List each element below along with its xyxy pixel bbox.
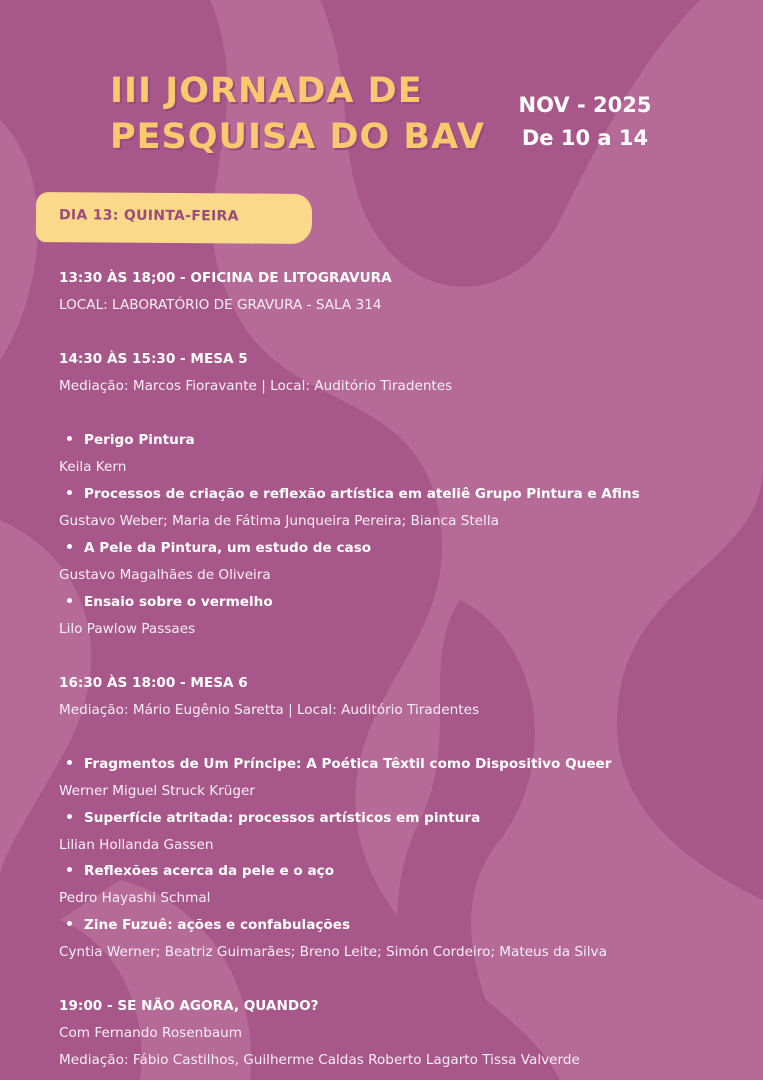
talk-authors: Lilian Hollanda Gassen <box>59 837 214 853</box>
event-title-line-1: III JORNADA DE <box>110 71 423 111</box>
talk-title: A Pele da Pintura, um estudo de caso <box>67 539 371 557</box>
session-moderation: Mediação: Marcos Fioravante | Local: Auditório Tiradentes <box>59 378 453 394</box>
event-title <box>110 68 510 160</box>
session-location: LOCAL: LABORATÓRIO DE GRAVURA - SALA 314 <box>59 297 382 313</box>
bullet-icon <box>67 544 72 549</box>
talk-authors: Keila Kern <box>59 459 127 475</box>
talk-title: Fragmentos de Um Príncipe: A Poética Têxtil como Dispositivo Queer <box>67 755 611 773</box>
bullet-icon <box>67 760 72 765</box>
event-month: NOV - 2025 <box>518 93 652 117</box>
event-title-line-2: PESQUISA DO BAV <box>110 117 485 157</box>
session-heading: 14:30 ÀS 15:30 - MESA 5 <box>59 351 248 367</box>
talk-title: Ensaio sobre o vermelho <box>67 593 273 611</box>
day-label: DIA 13: QUINTA-FEIRA <box>58 207 239 225</box>
talk-title: Perigo Pintura <box>67 431 195 449</box>
bullet-icon <box>67 921 72 926</box>
talk-title: Processos de criação e reflexão artística em ateliê Grupo Pintura e Afins <box>67 485 640 503</box>
session-host: Com Fernando Rosenbaum <box>59 1025 243 1041</box>
talk-authors: Pedro Hayashi Schmal <box>59 890 211 906</box>
bullet-icon <box>67 867 72 872</box>
talk-authors: Gustavo Magalhães de Oliveira <box>59 567 271 583</box>
session-moderation: Mediação: Fábio Castilhos, Guilherme Caldas Roberto Lagarto Tissa Valverde <box>59 1052 580 1068</box>
event-date <box>505 90 665 156</box>
bullet-icon <box>67 436 72 441</box>
session-moderation: Mediação: Mário Eugênio Saretta | Local: Auditório Tiradentes <box>59 702 480 718</box>
bullet-icon <box>67 490 72 495</box>
talk-authors: Gustavo Weber; Maria de Fátima Junqueira Pereira; Bianca Stella <box>59 513 499 529</box>
talk-authors: Werner Miguel Struck Krüger <box>59 783 255 799</box>
talk-authors: Cyntia Werner; Beatriz Guimarães; Breno Leite; Simón Cordeiro; Mateus da Silva <box>59 944 607 960</box>
session-heading: 19:00 - SE NÃO AGORA, QUANDO? <box>59 998 319 1014</box>
session-heading: 16:30 ÀS 18:00 - MESA 6 <box>59 675 248 691</box>
session-heading: 13:30 ÀS 18;00 - OFICINA DE LITOGRAVURA <box>59 270 392 286</box>
event-days: De 10 a 14 <box>521 126 649 150</box>
day-badge <box>36 192 312 244</box>
talk-authors: Lilo Pawlow Passaes <box>59 621 196 637</box>
talk-title: Zine Fuzuê: ações e confabulações <box>67 916 350 934</box>
bullet-icon <box>67 598 72 603</box>
talk-title: Reflexões acerca da pele e o aço <box>67 862 334 880</box>
bullet-icon <box>67 814 72 819</box>
talk-title: Superfície atritada: processos artísticos em pintura <box>67 809 480 827</box>
